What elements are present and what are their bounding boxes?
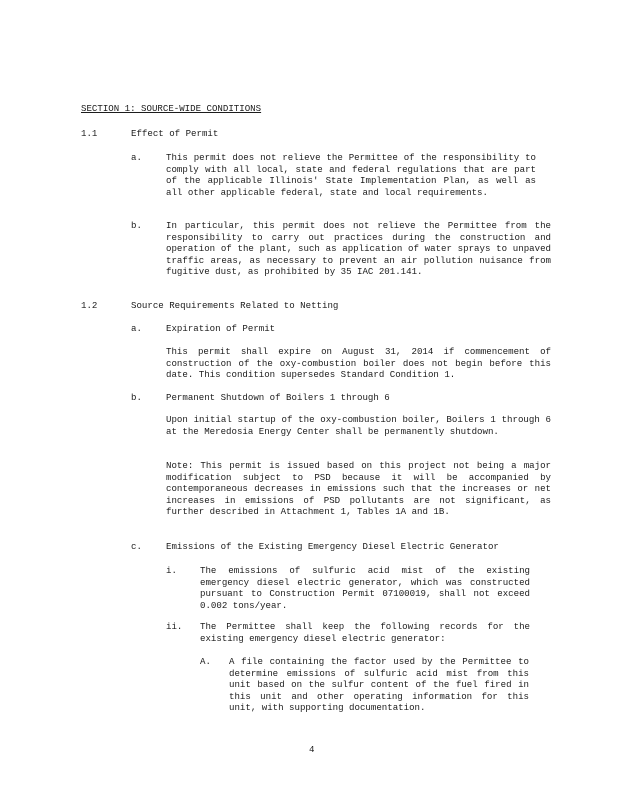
subitem-text: This permit does not relieve the Permittee of the responsibility to comply with all local, state and federal regulations that are part of the applicable Illinois' State Implementation Plan, as well as all other applicable federal, state and local requirements.: [166, 152, 536, 198]
subitem-paragraph: Upon initial startup of the oxy-combustion boiler, Boilers 1 through 6 at the Meredosia Energy Center shall be permanently shutdown.: [166, 414, 551, 437]
subitem-label: a.: [131, 152, 142, 163]
numbered-text: The Permittee shall keep the following records for the existing emergency diesel electric generator:: [200, 621, 530, 644]
section-title: SECTION 1: SOURCE-WIDE CONDITIONS: [81, 103, 262, 114]
subitem-label: a.: [131, 323, 142, 334]
item-title: Effect of Permit: [131, 128, 219, 139]
subitem-title: Emissions of the Existing Emergency Diesel Electric Generator: [166, 541, 499, 552]
item-number: 1.2: [81, 300, 98, 311]
lettered-text: A file containing the factor used by the Permittee to determine emissions of sulfuric acid mist from this unit based on the sulfur content of the fuel fired in this unit and other operating information for this unit, with supporting documentation.: [229, 656, 529, 714]
subitem-label: b.: [131, 392, 142, 403]
numbered-label: ii.: [166, 621, 183, 632]
subitem-title: Permanent Shutdown of Boilers 1 through 6: [166, 392, 390, 403]
item-title: Source Requirements Related to Netting: [131, 300, 339, 311]
subitem-label: b.: [131, 220, 142, 231]
subitem-title: Expiration of Permit: [166, 323, 276, 334]
note-paragraph: Note: This permit is issued based on this project not being a major modification subject to PSD because it will be accompanied by contemporaneous decreases in emissions such that the increases or net increases in emissions of PSD pollutants are not significant, as further described in Attachment 1, Tables 1A and 1B.: [166, 460, 551, 518]
subitem-text: In particular, this permit does not relieve the Permittee from the responsibility to carry out practices during the construction and operation of the plant, such as application of water sprays to unpaved traffic areas, as necessary to prevent an air pollution nuisance from fugitive dust, as prohibited by 35 IAC 201.141.: [166, 220, 551, 278]
item-number: 1.1: [81, 128, 98, 139]
page-number: 4: [309, 744, 315, 755]
subitem-label: c.: [131, 541, 142, 552]
lettered-label: A.: [200, 656, 211, 667]
numbered-label: i.: [166, 565, 177, 576]
numbered-text: The emissions of sulfuric acid mist of the existing emergency diesel electric generator, which was constructed pursuant to Construction Permit 07100019, shall not exceed 0.002 tons/year.: [200, 565, 530, 611]
subitem-paragraph: This permit shall expire on August 31, 2014 if commencement of construction of the oxy-combustion boiler does not begin before this date. This condition supersedes Standard Condition 1.: [166, 346, 551, 381]
